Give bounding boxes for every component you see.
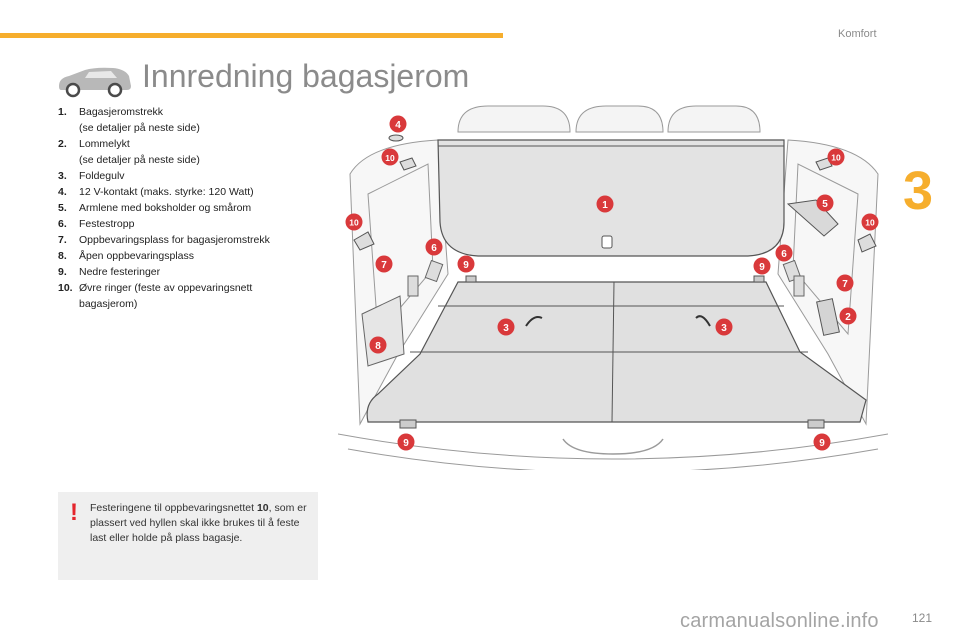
warning-icon: !	[70, 499, 78, 526]
badge-label: 7	[381, 260, 387, 271]
list-item: 4. 12 V-kontakt (maks. styrke: 120 Watt)	[58, 186, 254, 198]
badge-label: 10	[385, 153, 395, 163]
badge-label: 6	[781, 249, 787, 260]
item-list	[58, 104, 328, 312]
badge-label: 8	[375, 341, 381, 352]
warning-text: Festeringene til oppbevaringsnettet 10, som er plassert ved hyllen skal ikke brukes til å feste last eller holde på plass bagasje.	[90, 502, 307, 544]
section-name: Komfort	[838, 28, 877, 40]
list-item: 5. Armlene med boksholder og smårom	[58, 202, 252, 214]
badge-label: 1	[602, 200, 608, 211]
chapter-number: 3	[903, 161, 934, 221]
trunk-illustration	[338, 104, 888, 470]
list-item: 2. Lommelykt	[58, 138, 130, 150]
badge-label: 9	[463, 260, 469, 271]
top-accent-bar	[0, 33, 503, 38]
watermark: carmanualsonline.info	[680, 610, 879, 632]
list-item: (se detaljer på neste side)	[79, 122, 200, 134]
list-item: 3. Foldegulv	[58, 170, 125, 182]
badge-label: 7	[842, 279, 848, 290]
badge-label: 4	[395, 120, 401, 131]
badge-label: 9	[819, 438, 825, 449]
badge-label: 3	[503, 323, 509, 334]
badge-label: 5	[822, 199, 828, 210]
page-number: 121	[912, 611, 933, 625]
badge-label: 10	[865, 217, 875, 228]
badge-label: 3	[721, 323, 727, 334]
warning-note	[58, 492, 318, 580]
list-item: 6. Festestropp	[58, 218, 135, 230]
list-item: (se detaljer på neste side)	[79, 154, 200, 166]
badge-label: 10	[831, 152, 841, 163]
list-item: bagasjerom)	[79, 298, 138, 310]
car-icon	[55, 64, 133, 98]
list-item: 8. Åpen oppbevaringsplass	[58, 250, 194, 262]
page-title: Innredning bagasjerom	[142, 58, 470, 94]
list-item: 10. Øvre ringer (feste av oppevaringsnett	[58, 282, 253, 294]
badge-label: 6	[431, 243, 437, 254]
badge-label: 9	[403, 438, 409, 449]
list-item: 1. Bagasjeromstrekk	[58, 106, 164, 118]
badge-label: 10	[349, 217, 359, 228]
badge-label: 9	[759, 262, 765, 273]
list-item: 9. Nedre festeringer	[58, 266, 161, 278]
list-item: 7. Oppbevaringsplass for bagasjeromstrekk	[58, 234, 270, 246]
badge-label: 2	[845, 312, 851, 323]
